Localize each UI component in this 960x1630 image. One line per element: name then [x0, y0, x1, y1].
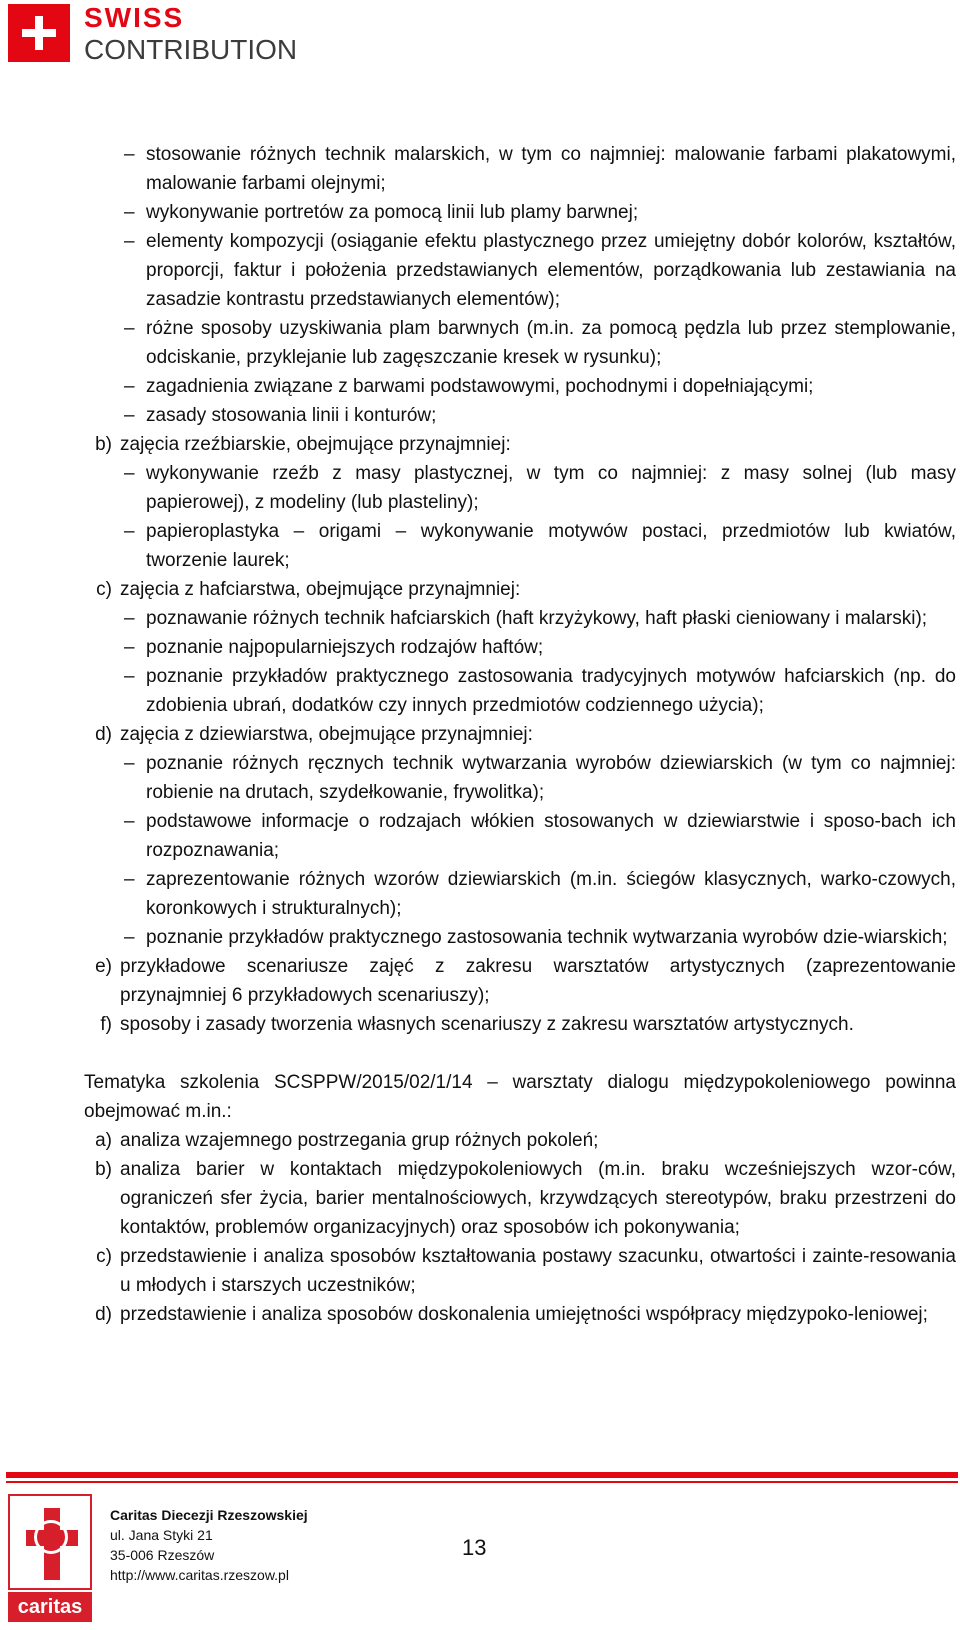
caritas-wordmark: caritas — [8, 1592, 92, 1622]
dash-bullet: – — [124, 521, 135, 542]
list-letter: d) — [95, 724, 112, 745]
list-item-text: zajęcia rzeźbiarskie, obejmujące przynajmniej: — [120, 434, 511, 455]
dash-bullet: – — [124, 144, 135, 165]
list-item — [84, 198, 956, 227]
dash-bullet: – — [124, 753, 135, 774]
paragraph-gap — [84, 1039, 956, 1068]
list-item-text: Tematyka szkolenia SCSPPW/2015/02/1/14 – warsztaty dialogu międzypokoleniowego powinna obejmować m.in.: — [84, 1072, 956, 1122]
list-item-text: poznanie przykładów praktycznego zastosowania technik wytwarzania wyrobów dzie-wiarskich; — [146, 927, 948, 948]
footer-rule-thin — [6, 1481, 958, 1483]
caritas-logo — [8, 1494, 92, 1622]
list-letter: a) — [95, 1130, 112, 1151]
list-item — [84, 372, 956, 401]
list-item-text: zagadnienia związane z barwami podstawowymi, pochodnymi i dopełniającymi; — [146, 376, 814, 397]
list-item-text: poznanie różnych ręcznych technik wytwarzania wyrobów dziewiarskich (w tym co najmniej: robienie na drutach, szydełkowanie, frywolitka); — [146, 753, 956, 803]
dash-bullet: – — [124, 405, 135, 426]
list-item — [84, 633, 956, 662]
street: ul. Jana Styki 21 — [110, 1527, 213, 1543]
page-number: 13 — [462, 1535, 487, 1560]
list-item-text: różne sposoby uzyskiwania plam barwnych (m.in. za pomocą pędzla lub przez stemplowanie, odciskanie, przyklejanie lub zagęszczanie kresek w rysunku); — [146, 318, 956, 368]
org-name: Caritas Diecezji Rzeszowskiej — [110, 1507, 308, 1523]
list-item — [84, 952, 956, 1010]
dash-bullet: – — [124, 202, 135, 223]
list-item-text: papieroplastyka – origami – wykonywanie motywów postaci, przedmiotów lub kwiatów, tworzenie laurek; — [146, 521, 956, 571]
list-item-text: poznanie przykładów praktycznego zastosowania tradycyjnych motywów hafciarskich (np. do zdobienia ubrań, dodatków czy innych przedmiotów codziennego użycia); — [146, 666, 956, 716]
list-item — [84, 140, 956, 198]
swiss-contribution-logo — [6, 4, 306, 64]
list-letter: b) — [95, 1159, 112, 1180]
list-item — [84, 1010, 956, 1039]
list-item-text: zasady stosowania linii i konturów; — [146, 405, 437, 426]
list-item-text: analiza barier w kontaktach międzypokoleniowych (m.in. braku wcześniejszych wzor-ców, ograniczeń sfer życia, barier mentalnościowych, krzywdzących stereotypów, braku przestrzeni do kontaktów, problemów organizacyjnych) oraz sposobów ich pokonywania; — [120, 1159, 956, 1238]
list-item-text: stosowanie różnych technik malarskich, w tym co najmniej: malowanie farbami plakatowymi, malowanie farbami olejnymi; — [146, 144, 956, 194]
list-item-text: przedstawienie i analiza sposobów kształtowania postawy szacunku, otwartości i zainte-resowania u młodych i starszych uczestników; — [120, 1246, 956, 1296]
dash-bullet: – — [124, 666, 135, 687]
dash-bullet: – — [124, 869, 135, 890]
document-body — [84, 140, 956, 1329]
dash-bullet: – — [124, 376, 135, 397]
dash-bullet: – — [124, 811, 135, 832]
list-item — [84, 430, 956, 459]
logo-line-1: SWISS — [84, 2, 185, 33]
list-item — [84, 1155, 956, 1242]
list-item-text: poznanie najpopularniejszych rodzajów haftów; — [146, 637, 544, 658]
list-item-text: zajęcia z dziewiarstwa, obejmujące przynajmniej: — [120, 724, 533, 745]
list-item — [84, 662, 956, 720]
list-item — [84, 1242, 956, 1300]
list-letter: c) — [96, 579, 112, 600]
list-item-text: poznawanie różnych technik hafciarskich (haft krzyżykowy, haft płaski cieniowany i malarski); — [146, 608, 928, 629]
dash-bullet: – — [124, 637, 135, 658]
list-item-text: elementy kompozycji (osiąganie efektu plastycznego przez umiejętny dobór kolorów, kształtów, proporcji, faktur i położenia przedstawianych elementów, porządkowania lub zestawiania na zasadzie kontrastu przedstawianych elementów); — [146, 231, 956, 310]
list-item — [84, 575, 956, 604]
list-item — [84, 401, 956, 430]
list-letter: d) — [95, 1304, 112, 1325]
caritas-ring-icon — [34, 1520, 68, 1554]
footer-address — [110, 1505, 308, 1585]
list-item-text: analiza wzajemnego postrzegania grup różnych pokoleń; — [120, 1130, 599, 1151]
dash-bullet: – — [124, 318, 135, 339]
list-letter: e) — [95, 956, 112, 977]
dash-bullet: – — [124, 927, 135, 948]
list-item — [84, 923, 956, 952]
list-item-text: wykonywanie rzeźb z masy plastycznej, w tym co najmniej: z masy solnej (lub masy papierowej), z modeliny (lub plasteliny); — [146, 463, 956, 513]
list-letter: f) — [100, 1014, 112, 1035]
list-item — [84, 517, 956, 575]
dash-bullet: – — [124, 231, 135, 252]
dash-bullet: – — [124, 463, 135, 484]
swiss-cross-icon — [8, 4, 70, 62]
list-item — [84, 807, 956, 865]
list-item — [84, 720, 956, 749]
list-item-text: zaprezentowanie różnych wzorów dziewiarskich (m.in. ściegów klasycznych, warko-czowych, koronkowych i strukturalnych); — [146, 869, 956, 919]
website-link[interactable]: http://www.caritas.rzeszow.pl — [110, 1567, 289, 1583]
dash-bullet: – — [124, 608, 135, 629]
list-item — [84, 459, 956, 517]
caritas-cross-box — [8, 1494, 92, 1590]
list-item — [84, 749, 956, 807]
list-item-text: sposoby i zasady tworzenia własnych scenariuszy z zakresu warsztatów artystycznych. — [120, 1014, 854, 1035]
list-item — [84, 604, 956, 633]
list-letter: c) — [96, 1246, 112, 1267]
logo-line-2: CONTRIBUTION — [84, 34, 298, 65]
paragraph — [84, 1068, 956, 1126]
list-item — [84, 314, 956, 372]
list-item — [84, 865, 956, 923]
list-letter: b) — [95, 434, 112, 455]
list-item-text: zajęcia z hafciarstwa, obejmujące przynajmniej: — [120, 579, 521, 600]
list-item-text: przykładowe scenariusze zajęć z zakresu warsztatów artystycznych (zaprezentowanie przynajmniej 6 przykładowych scenariuszy); — [120, 956, 956, 1006]
list-item — [84, 1300, 956, 1329]
footer-rule — [6, 1472, 958, 1478]
list-item — [84, 1126, 956, 1155]
list-item-text: podstawowe informacje o rodzajach włókien stosowanych w dziewiarstwie i sposo-bach ich rozpoznawania; — [146, 811, 956, 861]
list-item — [84, 227, 956, 314]
list-item-text: przedstawienie i analiza sposobów doskonalenia umiejętności współpracy międzypoko-leniowej; — [120, 1304, 928, 1325]
city: 35-006 Rzeszów — [110, 1547, 215, 1563]
list-item-text: wykonywanie portretów za pomocą linii lub plamy barwnej; — [146, 202, 639, 223]
